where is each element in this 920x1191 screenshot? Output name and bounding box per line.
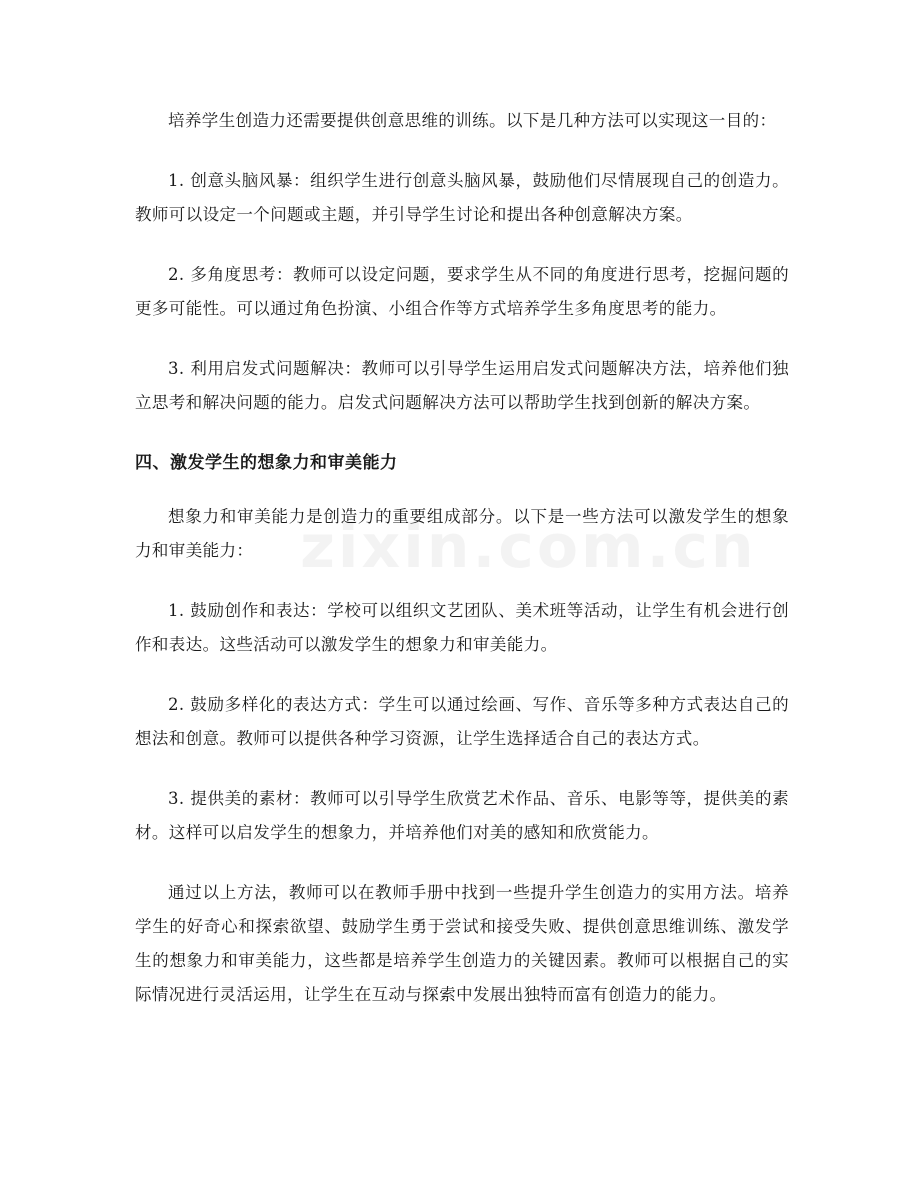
- list-item: 2. 多角度思考：教师可以设定问题，要求学生从不同的角度进行思考，挖掘问题的更多可能性。可以通过角色扮演、小组合作等方式培养学生多角度思考的能力。: [135, 265, 789, 318]
- conclusion-paragraph: 通过以上方法，教师可以在教师手册中找到一些提升学生创造力的实用方法。培养学生的好奇心和探索欲望、鼓励学生勇于尝试和接受失败、提供创意思维训练、激发学生的想象力和审美能力，这些都是培养学生创造力的关键因素。教师可以根据自己的实际情况进行灵活运用，让学生在互动与探索中发展出独特而富有创造力的能力。: [135, 883, 789, 1004]
- list-item: 1. 创意头脑风暴：组织学生进行创意头脑风暴，鼓励他们尽情展现自己的创造力。教师可以设定一个问题或主题，并引导学生讨论和提出各种创意解决方案。: [135, 171, 789, 224]
- section-intro-paragraph: 想象力和审美能力是创造力的重要组成部分。以下是一些方法可以激发学生的想象力和审美能力：: [135, 507, 789, 560]
- list-item: 2. 鼓励多样化的表达方式：学生可以通过绘画、写作、音乐等多种方式表达自己的想法和创意。教师可以提供各种学习资源，让学生选择适合自己的表达方式。: [135, 695, 789, 748]
- intro-paragraph: 培养学生创造力还需要提供创意思维的训练。以下是几种方法可以实现这一目的：: [168, 111, 777, 130]
- list-item: 1. 鼓励创作和表达：学校可以组织文艺团队、美术班等活动，让学生有机会进行创作和表达。这些活动可以激发学生的想象力和审美能力。: [135, 601, 789, 654]
- document-body: [135, 104, 789, 1012]
- list-item: 3. 提供美的素材：教师可以引导学生欣赏艺术作品、音乐、电影等等，提供美的素材。这样可以启发学生的想象力，并培养他们对美的感知和欣赏能力。: [135, 789, 789, 842]
- list-item: 3. 利用启发式问题解决：教师可以引导学生运用启发式问题解决方法，培养他们独立思考和解决问题的能力。启发式问题解决方法可以帮助学生找到创新的解决方案。: [135, 359, 789, 412]
- section-heading: 四、激发学生的想象力和审美能力: [135, 453, 398, 473]
